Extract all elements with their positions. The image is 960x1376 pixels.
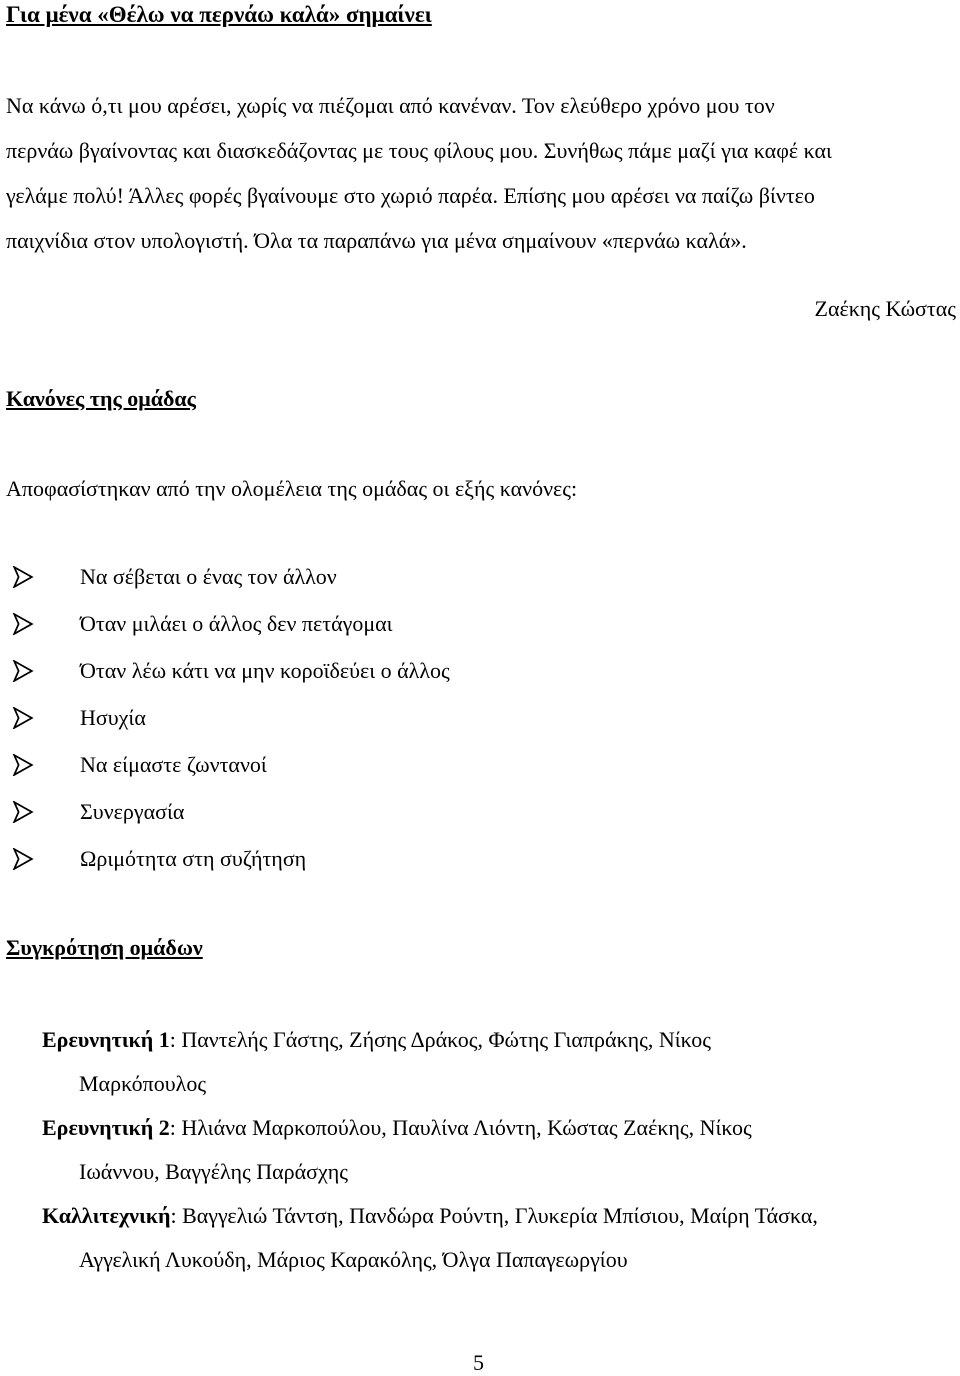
section-title-fun: Για μένα «Θέλω να περνάω καλά» σημαίνει xyxy=(6,2,432,27)
arrowhead-bullet-icon xyxy=(12,848,34,870)
rule-text: Ωριμότητα στη συζήτηση xyxy=(80,846,307,871)
rule-text: Συνεργασία xyxy=(80,799,185,824)
groups-list xyxy=(42,1018,952,1282)
group-members-continued: Μαρκόπουλος xyxy=(79,1071,207,1096)
arrowhead-bullet-icon xyxy=(12,801,34,823)
author-name: Ζαέκης Κώστας xyxy=(814,296,956,321)
list-item xyxy=(6,658,450,705)
list-item xyxy=(6,705,450,752)
group-entry xyxy=(42,1194,952,1282)
group-members: : Βαγγελιώ Τάντση, Πανδώρα Ρούντη, Γλυκερία Μπίσιου, Μαίρη Τάσκα, xyxy=(170,1203,818,1228)
arrowhead-bullet-icon xyxy=(12,707,34,729)
paragraph-fun xyxy=(6,83,956,263)
paragraph-line: περνάω βγαίνοντας και διασκεδάζοντας με τους φίλους μου. Συνήθως πάμε μαζί για καφέ και xyxy=(6,138,832,163)
list-item xyxy=(6,846,450,893)
group-members: : Ηλιάνα Μαρκοπούλου, Παυλίνα Λιόντη, Κώστας Ζαέκης, Νίκος xyxy=(169,1115,752,1140)
arrowhead-bullet-icon xyxy=(12,660,34,682)
list-item xyxy=(6,564,450,611)
rule-text: Ησυχία xyxy=(80,705,146,730)
group-name: Καλλιτεχνική xyxy=(42,1203,171,1228)
paragraph-line: παιχνίδια στον υπολογιστή. Όλα τα παραπάνω για μένα σημαίνουν «περνάω καλά». xyxy=(6,228,747,253)
group-entry xyxy=(42,1018,952,1106)
arrowhead-bullet-icon xyxy=(12,754,34,776)
rule-text: Να είμαστε ζωντανοί xyxy=(80,752,267,777)
group-name: Ερευνητική 2 xyxy=(42,1115,170,1140)
group-name: Ερευνητική 1 xyxy=(42,1027,170,1052)
page-number: 5 xyxy=(473,1350,484,1375)
rules-intro: Αποφασίστηκαν από την ολομέλεια της ομάδας οι εξής κανόνες: xyxy=(6,476,578,501)
rule-text: Όταν μιλάει ο άλλος δεν πετάγομαι xyxy=(80,611,393,636)
arrowhead-bullet-icon xyxy=(12,613,34,635)
section-title-rules: Κανόνες της ομάδας xyxy=(6,386,196,411)
list-item xyxy=(6,752,450,799)
arrowhead-bullet-icon xyxy=(12,566,34,588)
group-entry xyxy=(42,1106,952,1194)
section-title-groups: Συγκρότηση ομάδων xyxy=(6,935,203,960)
paragraph-line: γελάμε πολύ! Άλλες φορές βγαίνουμε στο χωριό παρέα. Επίσης μου αρέσει να παίζω βίντεο xyxy=(6,183,815,208)
rules-list xyxy=(6,564,450,893)
list-item xyxy=(6,799,450,846)
rule-text: Να σέβεται ο ένας τον άλλον xyxy=(80,564,337,589)
paragraph-line: Να κάνω ό,τι μου αρέσει, χωρίς να πιέζομαι από κανέναν. Τον ελεύθερο χρόνο μου τον xyxy=(6,93,775,118)
list-item xyxy=(6,611,450,658)
rule-text: Όταν λέω κάτι να μην κοροϊδεύει ο άλλος xyxy=(80,658,450,683)
group-members: : Παντελής Γάστης, Ζήσης Δράκος, Φώτης Γιαπράκης, Νίκος xyxy=(169,1027,711,1052)
group-members-continued: Ιωάννου, Βαγγέλης Παράσχης xyxy=(79,1159,348,1184)
group-members-continued: Αγγελική Λυκούδη, Μάριος Καρακόλης, Όλγα Παπαγεωργίου xyxy=(79,1247,628,1272)
